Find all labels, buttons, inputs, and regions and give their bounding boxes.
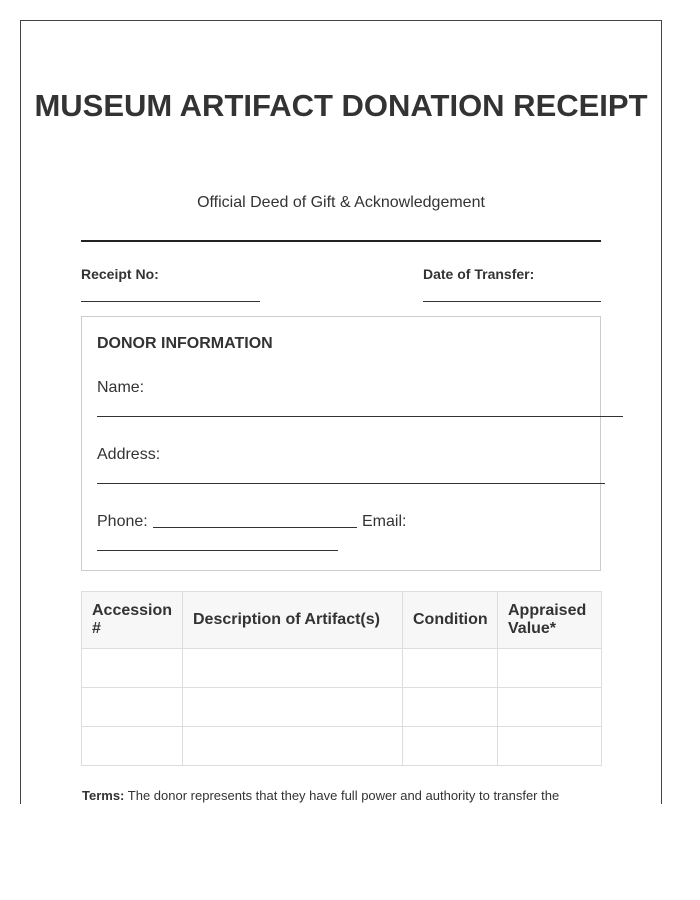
donor-email-field[interactable] [97, 550, 338, 551]
condition-cell[interactable] [403, 688, 498, 727]
artifact-description-header: Description of Artifact(s) [183, 592, 403, 649]
terms-label: Terms: [82, 788, 125, 803]
donor-information-section [81, 316, 601, 571]
table-row [82, 727, 602, 766]
donor-phone-label: Phone: [97, 513, 148, 530]
accession-number-cell[interactable] [82, 688, 183, 727]
appraised-value-cell[interactable] [498, 688, 602, 727]
table-row [82, 688, 602, 727]
condition-cell[interactable] [403, 727, 498, 766]
appraised-value-header: Appraised Value* [498, 592, 602, 649]
condition-cell[interactable] [403, 649, 498, 688]
terms-paragraph [82, 787, 622, 804]
donor-address-field[interactable] [97, 483, 605, 484]
donor-address-label: Address: [97, 446, 161, 463]
donor-phone-field[interactable] [153, 527, 357, 528]
artifacts-table-header-row [82, 592, 602, 649]
appraised-value-cell[interactable] [498, 727, 602, 766]
donor-email-label: Email: [362, 513, 407, 530]
receipt-number-field[interactable] [81, 301, 260, 302]
accession-number-cell[interactable] [82, 649, 183, 688]
receipt-number-label: Receipt No: [81, 266, 159, 282]
document-subtitle: Official Deed of Gift & Acknowledgement [197, 194, 485, 211]
terms-text: The donor represents that they have full power and authority to transfer the [127, 788, 560, 803]
date-of-transfer-field[interactable] [423, 301, 601, 302]
artifact-description-cell[interactable] [183, 649, 403, 688]
donor-name-label: Name: [97, 379, 145, 396]
donor-information-heading: DONOR INFORMATION [97, 335, 273, 352]
condition-header: Condition [403, 592, 498, 649]
document-title: MUSEUM ARTIFACT DONATION RECEIPT [34, 88, 648, 123]
artifacts-table [81, 591, 602, 766]
date-of-transfer-label: Date of Transfer: [423, 266, 535, 282]
table-row [82, 649, 602, 688]
artifact-description-cell[interactable] [183, 727, 403, 766]
title-divider [81, 240, 601, 242]
donor-name-field[interactable] [97, 416, 623, 417]
accession-number-cell[interactable] [82, 727, 183, 766]
artifact-description-cell[interactable] [183, 688, 403, 727]
appraised-value-cell[interactable] [498, 649, 602, 688]
receipt-document [20, 20, 662, 804]
accession-number-header: Accession # [82, 592, 183, 649]
